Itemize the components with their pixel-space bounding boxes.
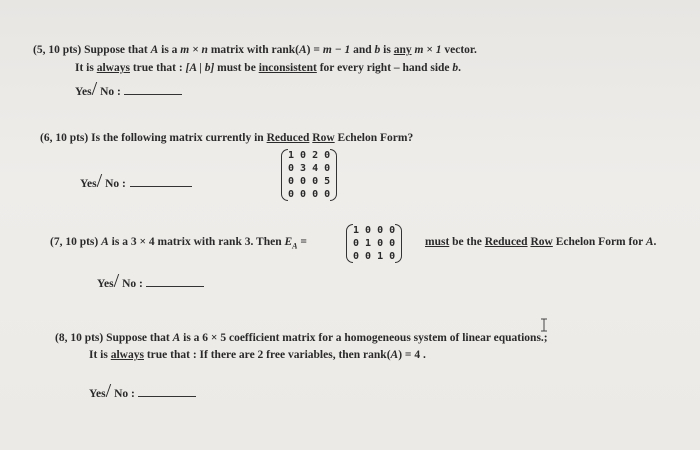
q5-answer-blank[interactable] <box>124 94 182 95</box>
q7-matrix <box>350 224 398 263</box>
q8-text: true that : If there are 2 free variables, then rank( <box>143 349 391 361</box>
matrix-row <box>285 175 333 188</box>
q8-answer: Yes/ No : <box>89 380 196 403</box>
matrix-cell: 0 <box>365 225 372 236</box>
q7-text: . <box>653 236 657 248</box>
matrix-row <box>285 162 333 175</box>
matrix-row <box>285 149 333 162</box>
q5-var-a: A <box>150 44 159 56</box>
q7-row: Row <box>530 236 553 248</box>
matrix-cell: 0 <box>300 176 307 187</box>
q5-text: for every right – hand side <box>316 62 453 74</box>
q7-text: (7, 10 pts) <box>50 236 102 248</box>
matrix-row <box>285 188 333 201</box>
text-cursor-icon <box>540 318 548 332</box>
q5-dim: m × n <box>180 44 208 56</box>
q5-text: . <box>458 62 462 74</box>
q5-inconsistent: inconsistent <box>258 62 317 74</box>
q5-text: ) = <box>306 44 323 56</box>
q8-no-label: No : <box>111 388 138 400</box>
q5-var-b: b <box>452 62 459 74</box>
matrix-cell: 0 <box>365 251 372 262</box>
q7-must: must <box>425 236 450 248</box>
q7-answer: Yes/ No : <box>97 270 204 293</box>
q5-text: is a <box>158 44 181 56</box>
q6-yes-label: Yes <box>80 178 97 190</box>
matrix-cell: 1 <box>353 225 360 236</box>
q8-text: ) = 4 . <box>398 349 426 361</box>
q7-var-a: A <box>645 236 654 248</box>
q5-text: vector. <box>441 44 477 56</box>
matrix-cell: 3 <box>300 163 307 174</box>
q7-answer-blank[interactable] <box>146 286 204 287</box>
q7-line1a <box>50 236 307 250</box>
q7-yes-label: Yes <box>97 278 114 290</box>
q8-var-a: A <box>390 349 399 361</box>
matrix-cell: 1 <box>288 150 295 161</box>
q7-text: is a 3 × 4 matrix with rank 3. Then <box>108 236 285 248</box>
matrix-cell: 0 <box>353 251 360 262</box>
q5-text: true that : <box>129 62 186 74</box>
q6-matrix <box>285 149 333 201</box>
matrix-cell: 0 <box>312 176 319 187</box>
q5-var-a: A <box>299 44 307 56</box>
matrix-row <box>350 250 398 263</box>
matrix-cell: 0 <box>288 163 295 174</box>
q8-answer-blank[interactable] <box>138 396 196 397</box>
q6-text: (6, 10 pts) Is the following matrix currently in <box>40 132 267 144</box>
q5-any: any <box>393 44 412 56</box>
q7-var-a: A <box>101 236 109 248</box>
matrix-cell: 1 <box>377 251 384 262</box>
q8-text: It is <box>89 349 111 361</box>
matrix-cell: 0 <box>288 176 295 187</box>
matrix-cell: 0 <box>389 238 396 249</box>
matrix-cell: 0 <box>324 163 331 174</box>
q7-no-label: No : <box>119 278 146 290</box>
q8-line1 <box>55 332 548 344</box>
matrix-cell: 0 <box>324 150 331 161</box>
q8-line2 <box>89 349 426 361</box>
q5-line2 <box>75 62 461 74</box>
matrix-cell: 0 <box>324 189 331 200</box>
q8-always: always <box>110 349 144 361</box>
q5-text: and <box>350 44 375 56</box>
matrix-cell: 0 <box>300 189 307 200</box>
matrix-cell: 0 <box>312 189 319 200</box>
q5-text: matrix with rank( <box>207 44 299 56</box>
q7-text: Echelon Form for <box>552 236 646 248</box>
q5-text: is <box>380 44 394 56</box>
q5-var-b: b <box>374 44 381 56</box>
q5-rank: m − 1 <box>322 44 351 56</box>
q7-reduced: Reduced <box>484 236 528 248</box>
q5-line1 <box>33 44 477 56</box>
q5-no-label: No : <box>97 86 124 98</box>
q7-line1b <box>425 236 656 248</box>
matrix-cell: 0 <box>377 238 384 249</box>
q8-var-a: A <box>172 332 181 344</box>
q8-text: is a 6 × 5 coefficient matrix for a homogeneous system of linear equations.; <box>180 332 548 344</box>
q8-text: (8, 10 pts) Suppose that <box>55 332 173 344</box>
matrix-cell: 0 <box>389 225 396 236</box>
q7-text: be the <box>449 236 485 248</box>
q8-yes-label: Yes <box>89 388 106 400</box>
matrix-cell: 0 <box>377 225 384 236</box>
q6-row: Row <box>312 132 335 144</box>
matrix-row <box>350 237 398 250</box>
q5-yes-label: Yes <box>75 86 92 98</box>
q5-text: It is <box>75 62 97 74</box>
q5-text: must be <box>214 62 259 74</box>
q7-ea: E <box>284 236 293 248</box>
q6-no-label: No : <box>102 178 126 190</box>
q7-eq: = <box>297 236 307 248</box>
q6-answer: Yes/ No : <box>80 170 192 193</box>
matrix-cell: 2 <box>312 150 319 161</box>
matrix-cell: 0 <box>288 189 295 200</box>
q5-dim2: m × 1 <box>411 44 442 56</box>
matrix-cell: 1 <box>365 238 372 249</box>
q5-augmented: [A | b] <box>185 62 215 74</box>
matrix-cell: 0 <box>300 150 307 161</box>
matrix-cell: 0 <box>353 238 360 249</box>
q5-answer: Yes/ No : <box>75 78 182 101</box>
q5-always: always <box>96 62 130 74</box>
q7-ea-sub: A <box>292 241 298 251</box>
matrix-cell: 0 <box>389 251 396 262</box>
matrix-row <box>350 224 398 237</box>
q5-text: (5, 10 pts) Suppose that <box>33 44 151 56</box>
matrix-cell: 5 <box>324 176 331 187</box>
q6-reduced: Reduced <box>266 132 310 144</box>
q6-line1 <box>40 132 413 144</box>
q6-answer-blank[interactable] <box>130 186 192 187</box>
q6-text: Echelon Form? <box>334 132 414 144</box>
matrix-cell: 4 <box>312 163 319 174</box>
